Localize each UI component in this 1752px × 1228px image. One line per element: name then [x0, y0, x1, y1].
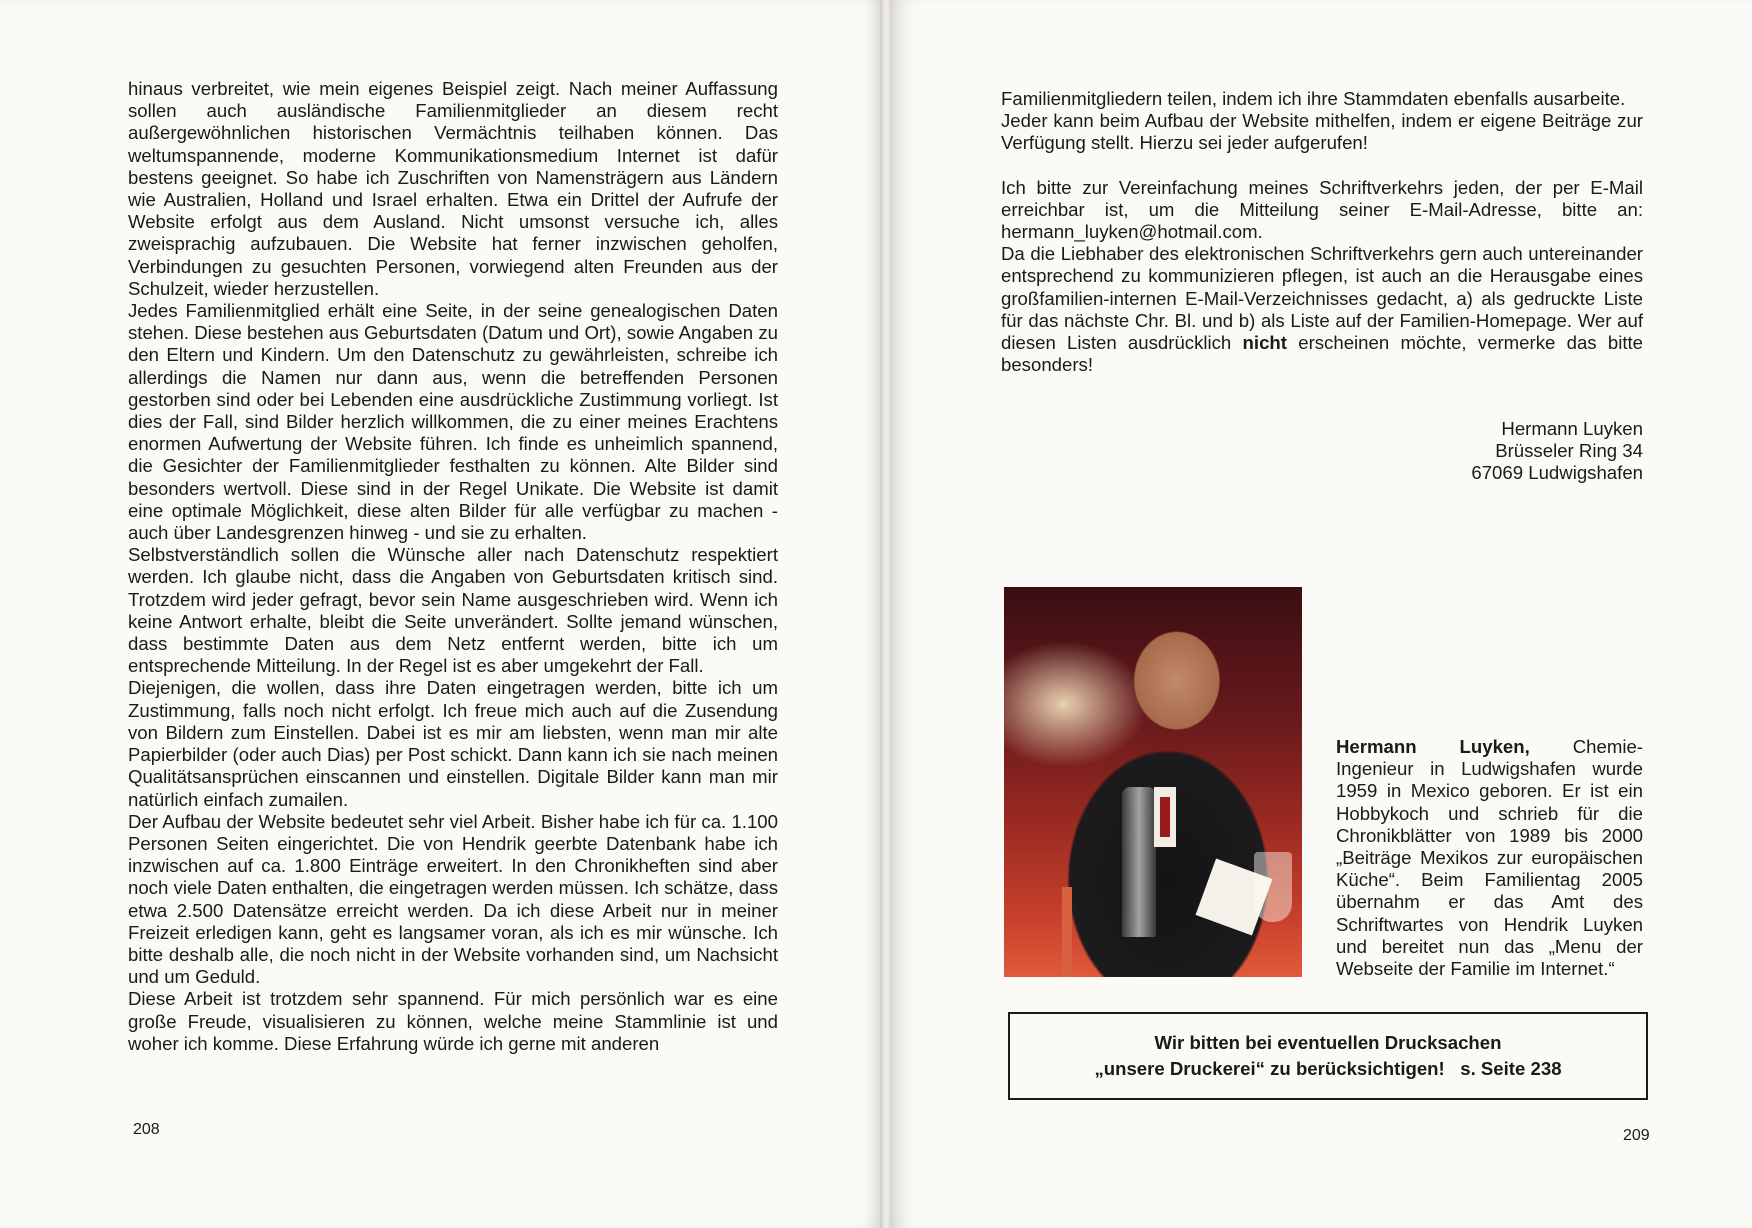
- paragraph-tail: erscheinen möchte, vermerke das bitte besonders!: [1001, 332, 1643, 376]
- left-page-text: [128, 78, 778, 1055]
- photo-caption: [1336, 736, 1643, 980]
- right-page-text: [1001, 88, 1643, 376]
- signature-name: Hermann Luyken: [1501, 418, 1643, 439]
- paragraph: Selbstverständlich sollen die Wünsche aller nach Datenschutz respektiert werden. Ich glaube nicht, dass die Angaben von Geburtsdaten kritisch sind. Trotzdem wird jeder gefragt, bevor sein Name ausgeschrieben wird. Wenn ich keine Antwort erhalte, bleibt die Seite unverändert. Sollte jemand wünschen, dass bestimmte Daten aus dem Netz entfernt werden, bitte ich um entsprechende Mitteilung. In der Regel ist es aber umgekehrt der Fall.: [128, 544, 778, 677]
- candle-shape: [1062, 887, 1072, 977]
- page-number-left: 208: [133, 1121, 160, 1138]
- paragraph: Diejenigen, die wollen, dass ihre Daten eingetragen werden, bitte ich um Zustimmung, falls noch nicht erfolgt. Ich freue mich auch auf die Zusendung von Bildern zum Einstellen. Dabei ist es mir am liebsten, wenn man mir alte Papierbilder (oder auch Dias) per Post schickt. Dann kann ich sie nach meinen Qualitätsansprüchen einscannen und einstellen. Digitale Bilder kann man mir natürlich einfach zumailen.: [128, 677, 778, 810]
- paragraph: Ich bitte zur Vereinfachung meines Schriftverkehrs jeden, der per E-Mail erreichbar ist, um die Mitteilung seiner E-Mail-Adresse, bitte an: hermann_luyken@hotmail.com.: [1001, 176, 1643, 243]
- portrait-photo: [1004, 587, 1302, 977]
- caption-text: Chemie-Ingenieur in Ludwigshafen wurde 1959 in Mexico geboren. Er ist ein Hobbykoch und schrieb für die Chronikblätter von 1989 bis 2000 „Beiträge Mexikos zur europäischen Küche“. Beim Familientag 2005 übernahm er das Amt des Schriftwartes von Hendrik Luyken und bereitet nun das „Menu der Webseite der Familie im Internet.“: [1336, 736, 1643, 980]
- paragraph: Jeder kann beim Aufbau der Website mithelfen, indem er eigene Beiträge zur Verfügung stellt. Hierzu sei jeder aufgerufen!: [1001, 110, 1643, 154]
- notice-line-1: Wir bitten bei eventuellen Drucksachen: [1154, 1032, 1502, 1053]
- emphasis-word: nicht: [1242, 332, 1287, 354]
- paragraph-gap: [1001, 155, 1643, 177]
- paragraph: hinaus verbreitet, wie mein eigenes Beispiel zeigt. Nach meiner Auffassung sollen auch ausländische Familienmitglieder an diesem recht außergewöhnlichen historischen Vermächtnis teilhaben können. Das weltumspannende, moderne Kommunikationsmedium Internet ist dafür bestens geeignet. So habe ich Zuschriften von Namensträgern aus Ländern wie Australien, Holland und Israel erhalten. Etwa ein Drittel der Aufrufe der Website erfolgt aus dem Ausland. Nicht umsonst versuche ich, alles zweisprachig aufzubauen. Die Website hat ferner inzwischen geholfen, Verbindungen zu gesuchten Personen, vorwiegend alten Freunden aus der Schulzeit, wieder herzustellen.: [128, 78, 778, 299]
- paragraph: Familienmitgliedern teilen, indem ich ihre Stammdaten ebenfalls ausarbeite.: [1001, 88, 1626, 109]
- paragraph-text: Da die Liebhaber des elektronischen Schriftverkehrs gern auch untereinander entsprechend zu kommunizieren pflegen, ist auch an die Herausgabe eines großfamilien-internen E-Mail-Verzeichnisses gedacht, a) als gedruckte Liste für das nächste Chr. Bl. und b) als Liste auf der Familien-Homepage. Wer auf diesen Listen ausdrücklich: [1001, 243, 1643, 354]
- paragraph: Der Aufbau der Website bedeutet sehr viel Arbeit. Bisher habe ich für ca. 1.100 Personen Seiten eingerichtet. Die von Hendrik geerbte Datenbank habe ich inzwischen auf ca. 1.800 Einträge erweitert. In den Chronikheften sind aber noch viele Daten enthalten, die eingetragen werden müssen. Ich schätze, dass etwa 2.500 Datensätze erreicht werden. Da ich diese Arbeit nur in meiner Freizeit erledigen kann, geht es langsamer voran, als ich es mir wünsche. Ich bitte deshalb alle, die noch nicht in der Website vorhanden sind, um Nachsicht und um Geduld.: [128, 810, 778, 988]
- signature-block: [1300, 418, 1643, 485]
- signature-city: 67069 Ludwigshafen: [1471, 462, 1643, 484]
- wine-glass-shape: [1254, 852, 1292, 922]
- paragraph: Diese Arbeit ist trotzdem sehr spannend. Für mich persönlich war es eine große Freude, visualisieren zu können, welche meine Stammlinie ist und woher ich komme. Diese Erfahrung würde ich gerne mit anderen: [128, 988, 778, 1054]
- printing-notice-box: [1008, 1012, 1648, 1100]
- bottle-shape: [1122, 787, 1156, 937]
- book-gutter: [880, 0, 892, 1228]
- notice-line-2: „unsere Druckerei“ zu berücksichtigen! s. Seite 238: [1094, 1058, 1562, 1079]
- paragraph: Jedes Familienmitglied erhält eine Seite, in der seine genealogischen Daten stehen. Diese bestehen aus Geburtsdaten (Datum und Ort), sowie Angaben zu den Eltern und Kindern. Um den Datenschutz zu gewährleisten, schreibe ich allerdings die Namen nur dann aus, wenn die betreffenden Personen gestorben sind oder bei Lebenden eine ausdrückliche Zustimmung vorliegt. Ist dies der Fall, sind Bilder herzlich willkommen, die zu einer meines Erachtens enormen Aufwertung der Website führen. Ich finde es unheimlich spannend, die Gesichter der Familienmitglieder festhalten zu können. Alte Bilder sind besonders wertvoll. Diese sind in der Regel Unikate. Die Website ist damit eine optimale Möglichkeit, diese alten Bilder für alle verfügbar zu machen - auch über Landesgrenzen hinweg - und sie zu erhalten.: [128, 300, 778, 544]
- page-number-right: 209: [1623, 1127, 1650, 1144]
- caption-name: Hermann Luyken,: [1336, 736, 1530, 757]
- signature-street: Brüsseler Ring 34: [1495, 440, 1643, 462]
- paragraph-last: [1001, 243, 1643, 376]
- tie-shape: [1160, 797, 1170, 837]
